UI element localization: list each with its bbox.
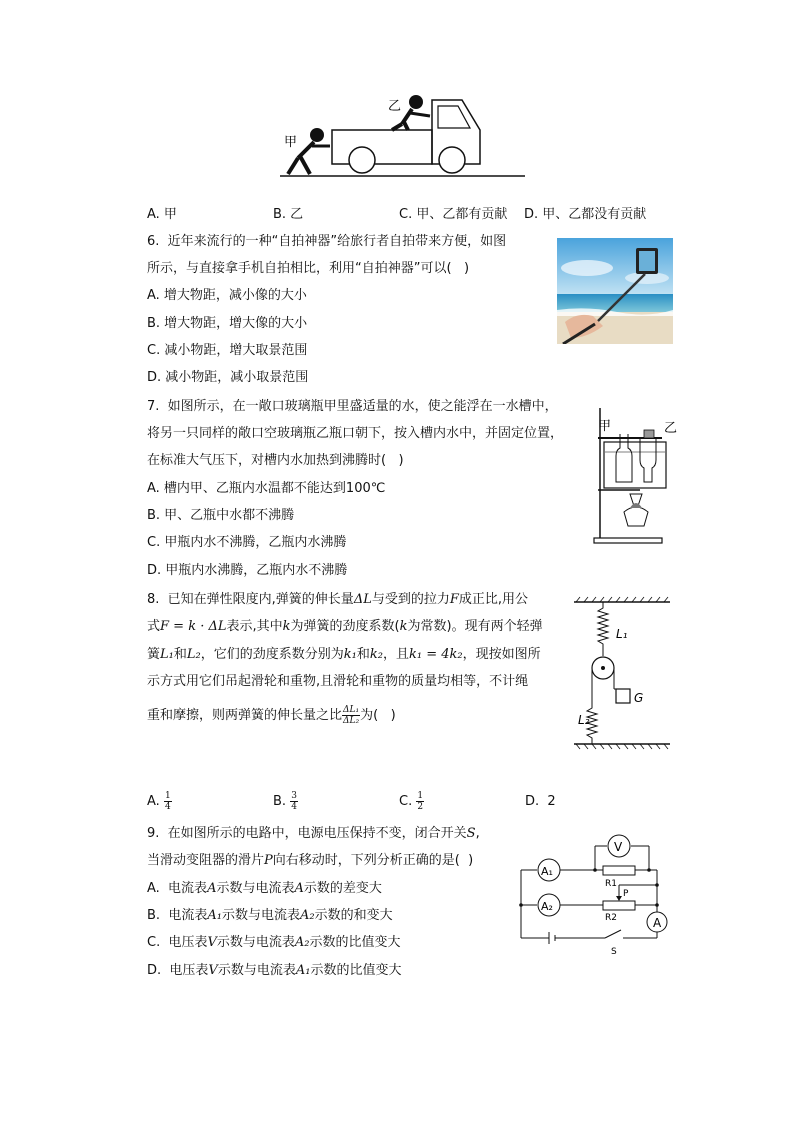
spring-pulley-figure xyxy=(572,596,672,754)
q7-option-b[interactable]: B. 甲、乙瓶中水都不沸腾 xyxy=(147,508,295,523)
q9-stem-line1: 9. 在如图所示的电路中，电源电压保持不变，闭合开关S, xyxy=(147,826,480,841)
ratio-fraction: $\frac{\text{ΔL₁}}{\text{ΔL₂}}$ xyxy=(343,705,360,726)
label-L1: L₁ xyxy=(616,627,628,641)
label-jia: 甲 xyxy=(284,135,298,150)
selfie-stick-photo xyxy=(557,238,673,344)
q5-option-c[interactable]: C. 甲、乙都有贡献 xyxy=(399,207,508,222)
q5-option-a[interactable]: A. 甲 xyxy=(147,207,177,222)
fig-label-jia: 甲 xyxy=(598,419,612,434)
q6-option-d[interactable]: D. 减小物距，减小取景范围 xyxy=(147,370,309,385)
q8-option-b[interactable]: B. $\frac{3}{4}$ xyxy=(273,791,297,812)
q9-option-d[interactable]: D. 电压表V示数与电流表A₁示数的比值变大 xyxy=(147,963,402,978)
label-L2: L₂ xyxy=(578,713,590,727)
label-S: S xyxy=(611,947,617,957)
q6-option-c[interactable]: C. 减小物距，增大取景范围 xyxy=(147,343,308,358)
q6-stem-line1: 6. 近年来流行的一种“自拍神器”给旅行者自拍带来方便，如图 xyxy=(147,234,507,249)
q6-stem-line2: 所示，与直接拿手机自拍相比，利用“自拍神器”可以( ) xyxy=(147,261,470,276)
label-R2: R2 xyxy=(605,913,617,923)
meter-A1: A₁ xyxy=(541,865,553,878)
label-G: G xyxy=(634,691,644,705)
meter-A2: A₂ xyxy=(541,900,553,913)
label-yi: 乙 xyxy=(388,99,402,114)
q8-stem-line3: 簧L₁和L₂，它们的劲度系数分别为k₁和k₂，且k₁ = 4k₂，现按如图所 xyxy=(147,647,541,662)
q9-option-a[interactable]: A. 电流表A示数与电流表A示数的差变大 xyxy=(147,881,382,896)
q9-option-c[interactable]: C. 电压表V示数与电流表A₂示数的比值变大 xyxy=(147,935,401,950)
q6-option-b[interactable]: B. 增大物距，增大像的大小 xyxy=(147,316,308,331)
q7-option-c[interactable]: C. 甲瓶内水不沸腾，乙瓶内水沸腾 xyxy=(147,535,347,550)
q8-stem-line4: 示方式用它们吊起滑轮和重物,且滑轮和重物的质量均相等，不计绳 xyxy=(147,674,529,689)
q5-options xyxy=(147,203,707,223)
q8-option-d[interactable]: D. 2 xyxy=(525,794,556,809)
q7-option-a[interactable]: A. 槽内甲、乙瓶内水温都不能达到100℃ xyxy=(147,481,386,496)
label-R1: R1 xyxy=(605,879,617,889)
q9-stem-line2: 当滑动变阻器的滑片P向右移动时，下列分析正确的是( ) xyxy=(147,853,474,868)
bottles-water-tank-figure xyxy=(592,402,682,544)
fig-label-yi: 乙 xyxy=(664,421,678,436)
q8-stem-line5: 重和摩擦，则两弹簧的伸长量之比 $\frac{\text{ΔL₁}}{\text{ΔL₂}}$ 为( ) xyxy=(147,705,396,726)
q6-option-a[interactable]: A. 增大物距，减小像的大小 xyxy=(147,288,307,303)
q7-stem-line1: 7. 如图所示，在一敞口玻璃瓶甲里盛适量的水，使之能浮在一水槽中， xyxy=(147,399,558,414)
q7-option-d[interactable]: D. 甲瓶内水沸腾，乙瓶内水不沸腾 xyxy=(147,563,348,578)
q7-stem-line3: 在标准大气压下，对槽内水加热到沸腾时( ) xyxy=(147,453,404,468)
truck-push-figure xyxy=(270,90,530,180)
q8-stem-line1: 8. 已知在弹性限度内,弹簧的伸长量ΔL与受到的拉力F成正比,用公 xyxy=(147,592,529,607)
q7-stem-line2: 将另一只同样的敞口空玻璃瓶乙瓶口朝下，按入槽内水中，并固定位置， xyxy=(147,426,564,441)
q9-option-b[interactable]: B. 电流表A₁示数与电流表A₂示数的和变大 xyxy=(147,908,393,923)
label-P: P xyxy=(623,889,629,899)
circuit-diagram xyxy=(515,830,675,958)
q5-option-b[interactable]: B. 乙 xyxy=(273,207,304,222)
q8-option-c[interactable]: C. $\frac{1}{2}$ xyxy=(399,791,424,812)
q8-stem-line2: 式F = k · ΔL表示,其中k为弹簧的劲度系数(k为常数)。现有两个轻弹 xyxy=(147,619,543,634)
q5-option-d[interactable]: D. 甲、乙都没有贡献 xyxy=(524,207,647,222)
meter-A: A xyxy=(653,916,662,930)
q8-option-a[interactable]: A. $\frac{1}{4}$ xyxy=(147,791,171,812)
meter-V: V xyxy=(614,840,623,854)
